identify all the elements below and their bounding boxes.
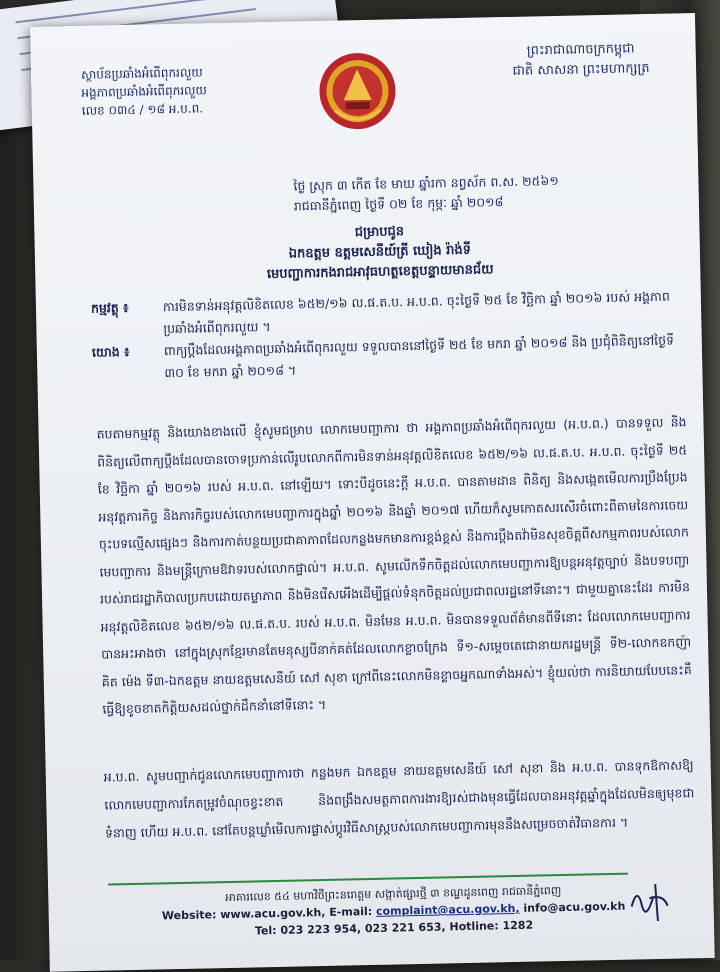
subject-block xyxy=(91,285,683,385)
reference-text: ពាក្យប្តឹងដែលអង្គភាពប្រឆាំងអំពើពុករលួយ ទទួលបាននៅថ្ងៃទី ២៥ ខែ មករា ឆ្នាំ ២០១៨ និង ប្រជុំពិនិត្យនៅថ្ងៃទី ៣០ ខែ មករា ឆ្នាំ ២០១៨ ។ xyxy=(163,332,675,381)
body-paragraph-2: អ.ប.ព. សូមបញ្ជាក់ជូនលោកមេបញ្ជាការថា កន្លងមក ឯកឧត្តម នាយឧត្តមសេនីយ៍ សៅ សុខា និង អ.ប.ព. បានទុកឱកាសឱ្យលោកមេបញ្ជាការកែតម្រូវចំណុចខ្វះខាត និងពង្រឹងសមត្ថភាពការងារឱ្យរស់ជាងមុនធ្វើដែលបានអនុវត្តឆ្នាំក្នុងដែលមិនឲ្យមុខជាទំនាញ ហើយ អ.ប.ព. នៅតែបន្តឃ្លាំមើលការផ្លាស់ប្តូរវិធីសាស្ត្របស់លោកមេបញ្ជាការមុននឹងសម្រេចចាត់វិធានការ ។ xyxy=(103,757,695,841)
reference-label: យោង ៖ xyxy=(91,343,130,360)
sender-unit: អង្គភាពប្រឆាំងអំពើពុករលួយ xyxy=(81,83,208,100)
email-label: E-mail: xyxy=(329,904,373,919)
salutation: ជម្រាបជូន xyxy=(354,224,405,241)
telephone-numbers: Tel: 023 223 954, 023 221 653, xyxy=(254,920,446,938)
signature-mark-icon xyxy=(623,876,674,927)
hotline-number: Hotline: 1282 xyxy=(449,918,534,934)
subject-label: កម្មវត្ថុ ៖ xyxy=(90,299,129,316)
acu-emblem-icon xyxy=(316,49,400,133)
lunar-date: ថ្ងៃ ស្រុក ៣ កើត ខែ មាឃ ឆ្នាំរកា នព្វស័ក ព.ស. ២៥៦១ xyxy=(293,172,559,194)
solar-date: រាជធានីភ្នំពេញ ថ្ងៃទី ០២ ខែ កុម្ភៈ ឆ្នាំ ២០១៨ xyxy=(293,194,504,214)
info-email-link: info@acu.gov.kh xyxy=(523,899,626,915)
complaint-email-link: complaint@acu.gov.kh, xyxy=(375,901,520,918)
subject-text: ការមិនទាន់អនុវត្តលិខិតលេខ ៦៥២/១៦ ល.ផ.ត.ប. អ.ប.ព. ចុះថ្ងៃទី ២៥ ខែ វិច្ឆិកា ឆ្នាំ ២០១៦ របស់ អង្គភាពប្រឆាំងអំពើពុករលួយ ។ xyxy=(162,288,670,337)
reference-number: លេខ ០៣៤ / ១៨ អ.ប.ព. xyxy=(81,101,204,118)
website-label: Website: xyxy=(161,908,217,923)
footer xyxy=(158,881,629,942)
date-block xyxy=(293,168,694,216)
national-motto: ជាតិ សាសនា ព្រះមហាក្សត្រ xyxy=(512,61,650,79)
addressee-name: ឯកឧត្តម ឧត្តមសេនីយ៍ត្រី ឃៀង រ៉ាង់ទី xyxy=(288,242,472,262)
addressee-title: មេបញ្ជាការកងរាជអាវុធហត្ថខេត្តបន្ទាយមានជ័យ xyxy=(266,262,494,283)
kingdom-motto xyxy=(480,38,681,82)
footer-address: អាគារលេខ ៥៤ មហាវិថីព្រះនរោត្តម សង្កាត់ផ្សារថ្មី ៣ ខណ្ឌដូនពេញ រាជធានីភ្នំពេញ xyxy=(225,884,562,905)
sender-institution: ស្ថាប័នប្រឆាំងអំពើពុករលួយ xyxy=(80,65,203,82)
addressee xyxy=(229,220,530,286)
kingdom-name: ព្រះរាជាណាចក្រកម្ពុជា xyxy=(526,41,635,59)
official-letter xyxy=(30,13,715,972)
body-paragraph-1: តបតាមកម្មវត្ថុ និងយោងខាងលើ ខ្ញុំសូមជម្រាប លោកមេបញ្ជាការ ថា អង្គភាពប្រឆាំងអំពើពុករលួយ (អ.ប.ព.) បានទទួល និងពិនិត្យលើពាក្យប្តឹងដែលបានចោទប្រកាន់លើរូបលោកពីការមិនទាន់អនុវត្តលិខិតលេខ ៦៥២/១៦ ល.ផ.ត.ប. អ.ប.ព. ចុះថ្ងៃទី ២៥ ខែ វិច្ឆិកា ឆ្នាំ ២០១៦ របស់ អ.ប.ព. នៅឡើយ។ ទោះបីដូចនេះក្តី អ.ប.ព. បានតាមដាន ពិនិត្យ និងសង្កេតមើលការប្រឹងប្រែងអនុវត្តភារកិច្ច និងភារកិច្ចរបស់លោកមេបញ្ជាការក្នុងឆ្នាំ ២០១៦ និងឆ្នាំ ២០១៧ ហើយក៏សូមកោតសរសើរចំពោះពីតាមនៃការចេយចុះបទល្មើសផ្សេងៗ និងការកាត់បន្ថយប្រជាគាភាពដែលកន្លងមកមានការខ្ពង់ខ្ពស់ និងការប្តឹងតវ៉ាមិនសុខចិត្តពីសកម្មភាពរបស់លោកមេបញ្ជាការ និងមន្ត្រីក្រោមឱវាទរបស់លោកផ្ទាល់។ អ.ប.ព. សូមលើកទឹកចិត្តដល់លោកមេបញ្ជាការឱ្យបន្តអនុវត្តច្បាប់ និងបទបញ្ជារបស់រាជរដ្ឋាភិបាលប្រកបដោយតម្លាភាព និងមិនរើសអើងដើម្បីផ្តល់ទំនុកចិត្តដល់ប្រជាពលរដ្ឋនៅទីនោះ។ ជាមួយគ្នានេះដែរ ការមិនអនុវត្តលិខិតលេខ ៦៥២/១៦ ល.ផ.ត.ប. របស់ អ.ប.ព. មិនមែន អ.ប.ព. មិនបានទទួលព័ត៌មានពីទីនោះ ដែលលោកមេបញ្ជាការបានអះអាងថា នៅក្នុងស្រុកខ្មែរមានតែមនុស្សបីនាក់គត់ដែលលោកខ្លាចក្រែង ទី១-សម្តេចតេជោនាយករដ្ឋមន្ត្រី ទី២-លោកឧកញ៉ា គិត ម៉េង ទី៣-ឯកឧត្តម នាយឧត្តមសេនីយ៍ សៅ សុខា ក្រៅពីនេះលោកមិនខ្លាចអ្នកណាទាំងអស់។ ខ្ញុំយល់ថា ការនិយាយបែបនេះគឺធ្វើឱ្យខូចខាតកិត្តិយសដល់ថ្នាក់ដឹកនាំនៅទីនោះ ។ xyxy=(96,414,692,717)
website-link: www.acu.gov.kh, xyxy=(220,905,326,922)
sender-header xyxy=(81,62,292,120)
